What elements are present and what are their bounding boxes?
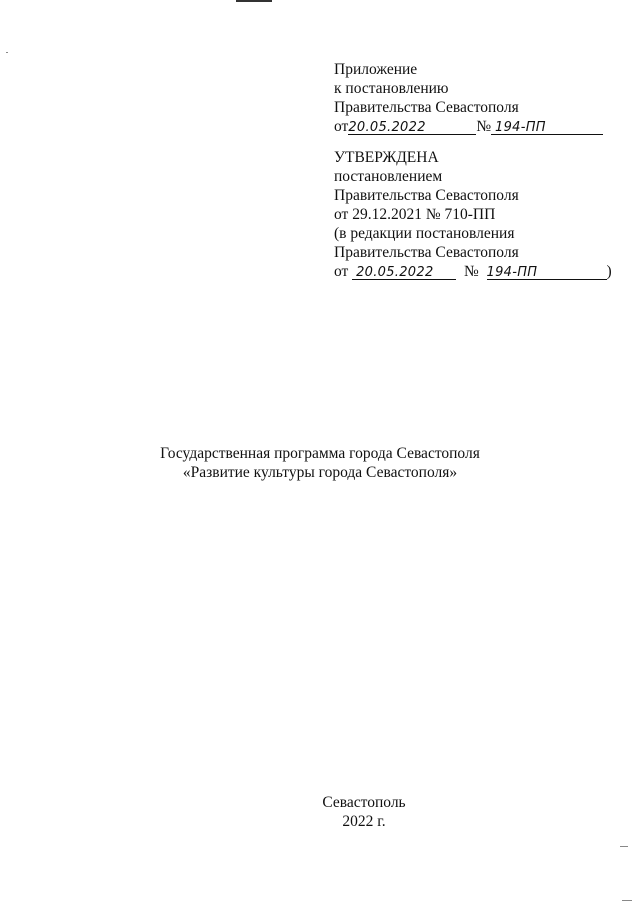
scan-speck (622, 900, 632, 901)
appendix-date-line (334, 117, 634, 136)
handwritten-number: 194-ПП (486, 265, 538, 280)
closing-paren: ) (606, 263, 612, 280)
date-underline (352, 262, 456, 280)
date-underline (348, 117, 476, 135)
approval-heading: УТВЕРЖДЕНА (334, 149, 439, 166)
scan-speck (620, 846, 628, 847)
approval-line: Правительства Севастополя (334, 244, 519, 261)
approval-line: постановлением (334, 168, 443, 185)
number-sign: № (476, 118, 492, 135)
number-underline (487, 262, 607, 280)
approval-block (334, 148, 634, 281)
ot-label: от (334, 263, 349, 280)
title-line: Государственная программа города Севастополя (160, 445, 480, 462)
handwritten-number: 194-ПП (495, 120, 546, 135)
program-title (0, 444, 640, 482)
approval-date-line (334, 262, 634, 281)
approval-line: (в редакции постановления (334, 225, 515, 242)
appendix-line: Приложение (334, 61, 418, 78)
appendix-line: Правительства Севастополя (334, 99, 519, 116)
number-sign: № (463, 263, 479, 280)
appendix-block (334, 60, 634, 136)
number-underline (491, 117, 603, 135)
appendix-line: к постановлению (334, 80, 449, 97)
approval-line: от 29.12.2021 № 710-ПП (334, 206, 496, 223)
ot-label: от (334, 118, 349, 135)
title-line: «Развитие культуры города Севастополя» (182, 464, 458, 481)
handwritten-date: 20.05.2022 (348, 120, 426, 135)
footer (44, 793, 640, 831)
footer-year: 2022 г. (342, 813, 386, 830)
scan-mark (236, 0, 272, 2)
footer-city: Севастополь (322, 794, 406, 811)
scan-speck (6, 52, 8, 53)
handwritten-date: 20.05.2022 (356, 265, 434, 280)
approval-line: Правительства Севастополя (334, 187, 519, 204)
